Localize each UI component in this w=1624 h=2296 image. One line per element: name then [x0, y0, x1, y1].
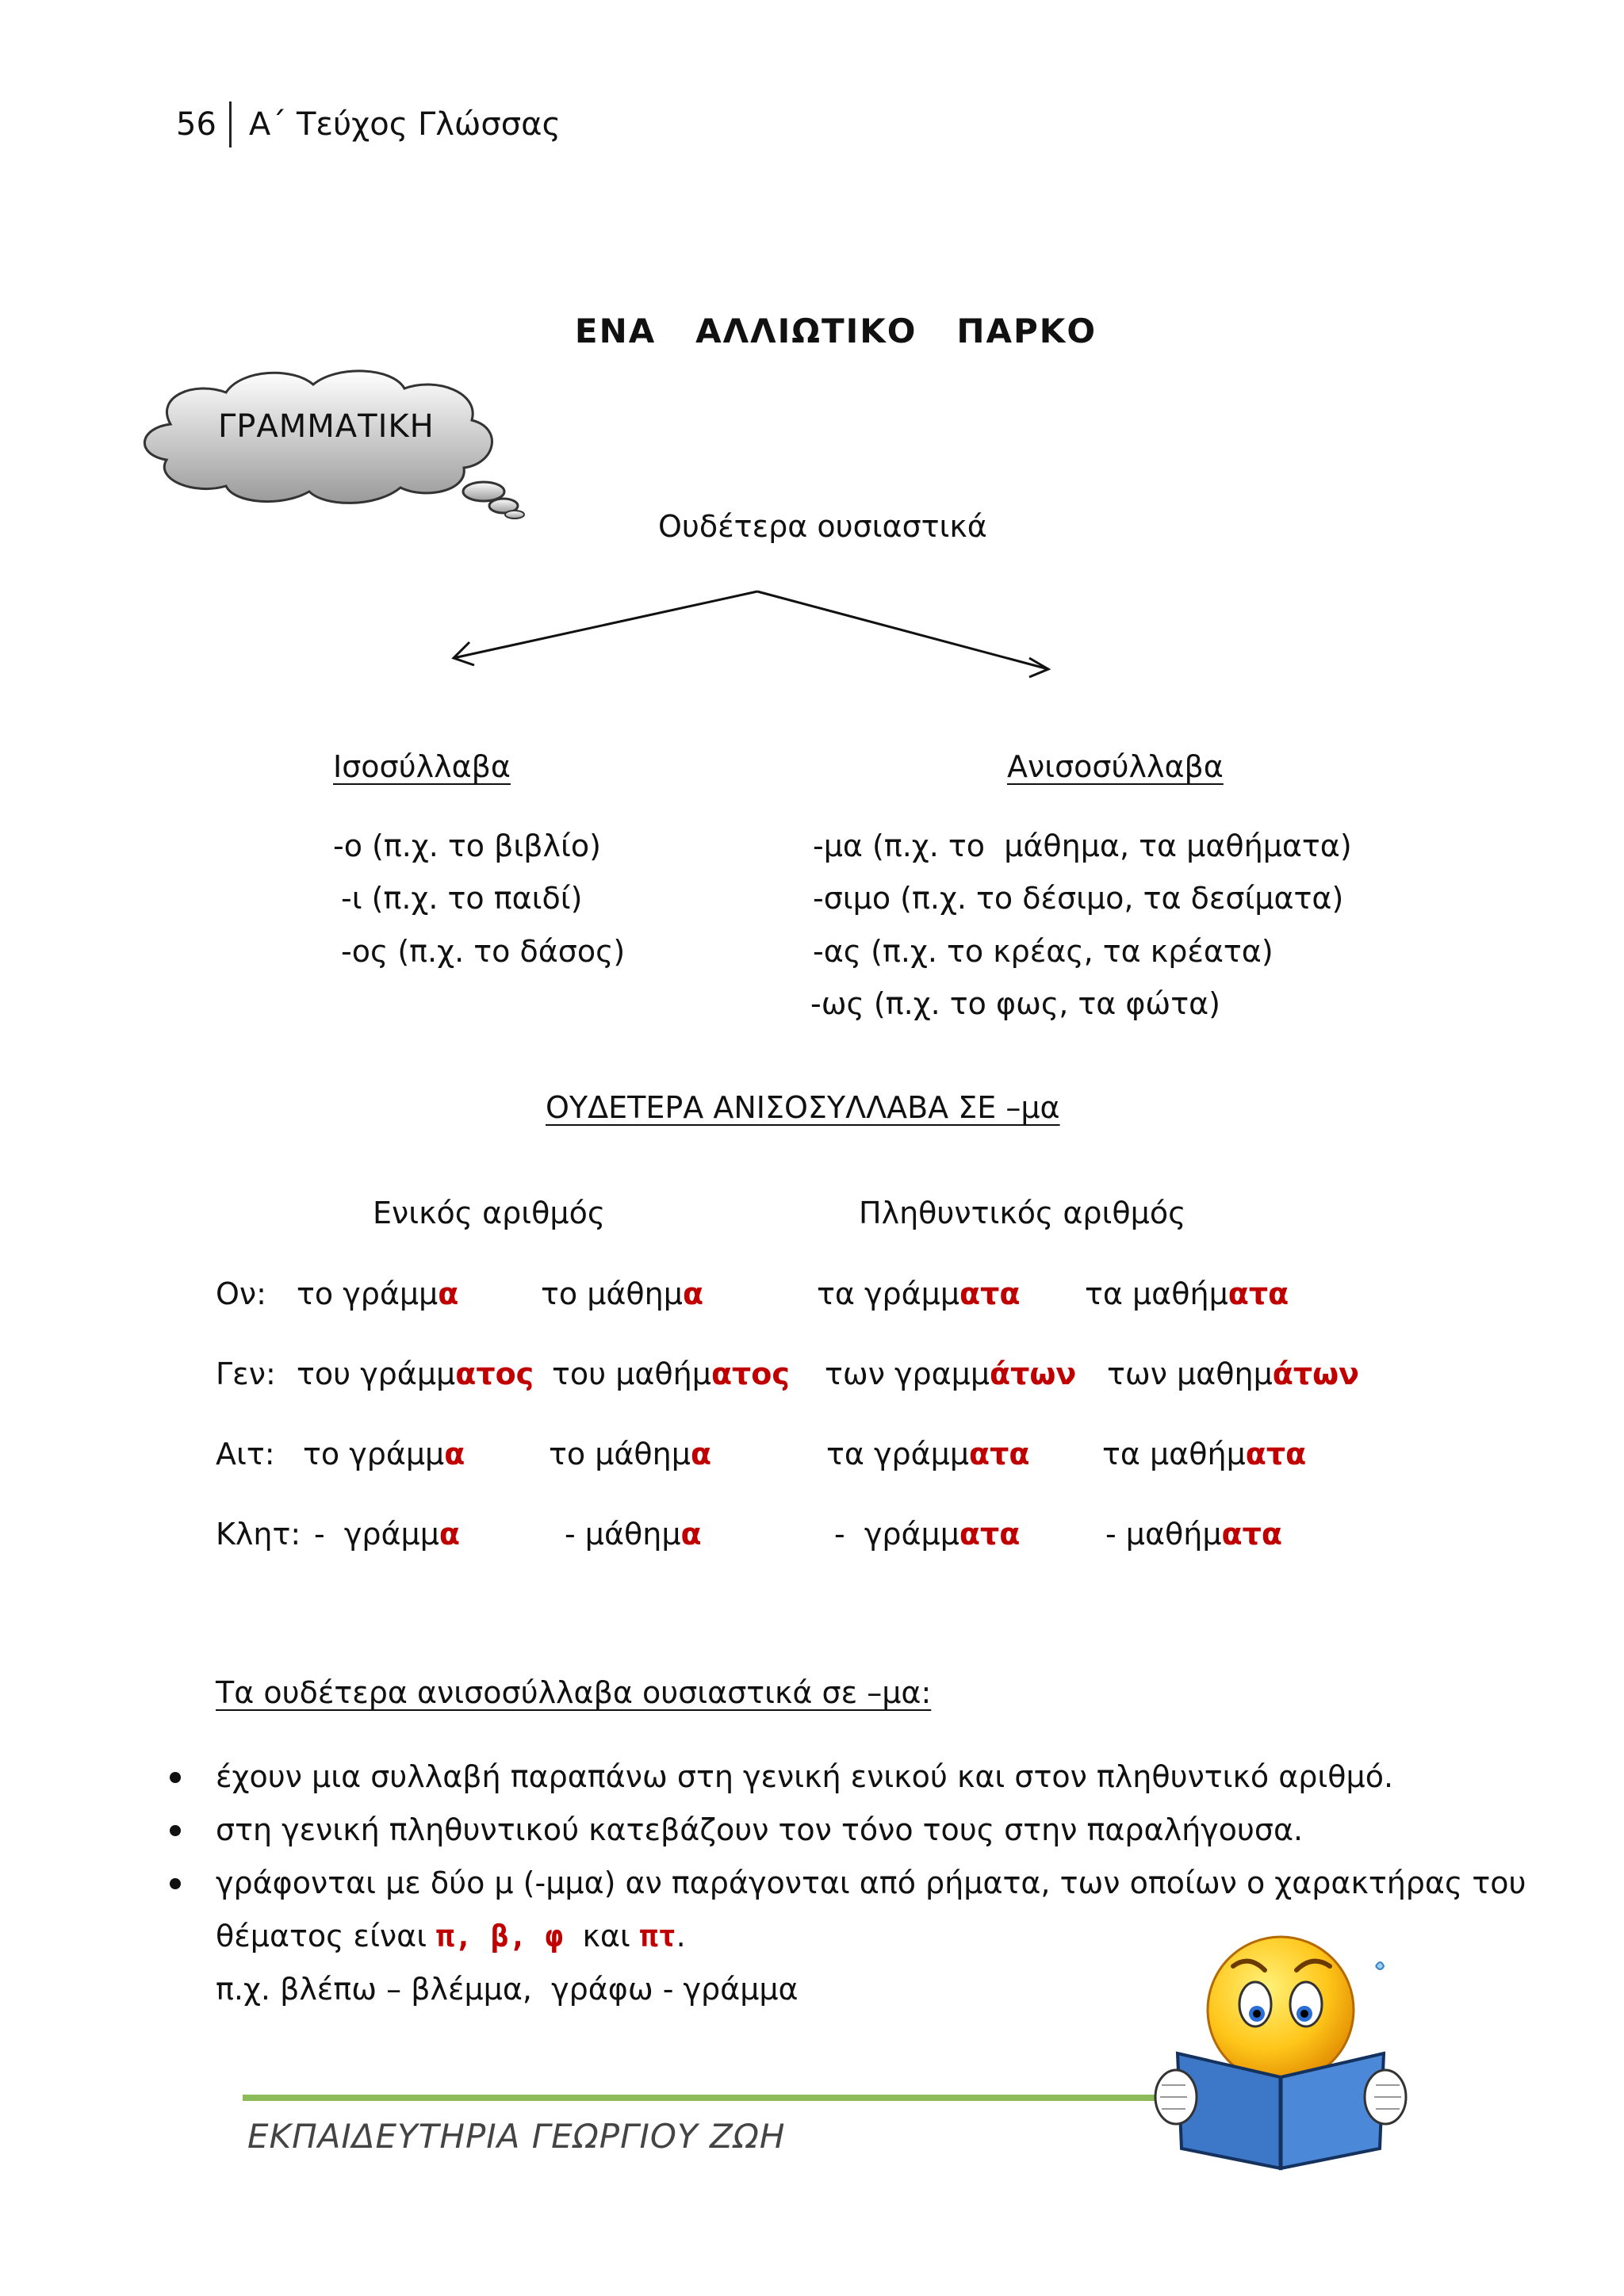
ending: ατα: [1228, 1276, 1289, 1311]
declension-cell: το μάθημα: [549, 1437, 712, 1471]
ending: ατα: [959, 1276, 1021, 1311]
section-heading: ΟΥΔΕΤΕΡΑ ΑΝΙΣΟΣΥΛΛΑΒΑ ΣΕ –μα: [546, 1090, 1060, 1125]
ending: α: [439, 1517, 460, 1552]
book-title: Α΄ Τεύχος Γλώσσας: [248, 106, 561, 143]
footer-divider: [243, 2095, 1162, 2101]
page-title: ΕΝΑ ΑΛΛΙΩΤΙΚΟ ΠΑΡΚΟ: [574, 312, 1097, 350]
ending: ατα: [959, 1517, 1021, 1552]
ending: ατος: [710, 1357, 790, 1391]
declension-cell: των γραμμάτων: [825, 1357, 1077, 1391]
list-item: στη γενική πληθυντικού κατεβάζουν τον τόνο τους στην παραλήγουσα.: [167, 1804, 1526, 1857]
ending: άτων: [990, 1357, 1077, 1391]
right-heading: Ανισοσύλλαβα: [1007, 749, 1224, 784]
split-arrows: [444, 585, 1063, 680]
declension-cell: τα γράμματα: [817, 1276, 1021, 1311]
right-item: -ως (π.χ. το φως, τα φώτα): [810, 986, 1221, 1021]
bullet-icon: [170, 1772, 181, 1783]
left-item: -ο (π.χ. το βιβλίο): [333, 828, 601, 863]
example-text: π.χ. βλέπω – βλέμμα, γράφω - γράμμα: [216, 1972, 799, 2007]
right-item: -σιμο (π.χ. το δέσιμο, τα δεσίματα): [813, 881, 1344, 916]
case-label: Ον:: [216, 1276, 266, 1311]
ending: ατα: [1221, 1517, 1282, 1552]
singular-heading: Ενικός αριθμός: [373, 1196, 606, 1230]
ending: άτων: [1272, 1357, 1360, 1391]
declension-cell: του μαθήματος: [552, 1357, 790, 1391]
list-item: έχουν μια συλλαβή παραπάνω στη γενική ενικού και στον πληθυντικό αριθμό.: [167, 1751, 1526, 1804]
declension-cell: τα μαθήματα: [1102, 1437, 1307, 1471]
bullet-icon: [170, 1825, 181, 1836]
declension-cell: - γράμματα: [834, 1517, 1021, 1552]
list-item: γράφονται με δύο μ (-μμα) αν παράγονται από ρήματα, των οποίων ο χαρακτήρας του θέματος είναι π, β, φ και πτ. π.χ. βλέπω – βλέμμα, γράφω - γράμμα: [167, 1857, 1526, 2016]
page-header: [176, 101, 561, 147]
declension-cell: - γράμμα: [314, 1517, 460, 1552]
ending: ατος: [455, 1357, 534, 1391]
left-heading: Ισοσύλλαβα: [333, 749, 511, 784]
stem-letters-pt: πτ: [639, 1919, 676, 1954]
declension-cell: το μάθημα: [541, 1276, 704, 1311]
stem-letters: π, β, φ: [436, 1919, 564, 1954]
ending: ατα: [969, 1437, 1030, 1471]
case-label: Κλητ:: [216, 1517, 301, 1552]
rules-heading: Τα ουδέτερα ανισοσύλλαβα ουσιαστικά σε –μα:: [216, 1675, 932, 1710]
header-divider: [229, 101, 232, 147]
ending: ατα: [1245, 1437, 1307, 1471]
ending: α: [438, 1276, 459, 1311]
declension-cell: το γράμμα: [303, 1437, 465, 1471]
declension-cell: του γράμματος: [297, 1357, 534, 1391]
declension-cell: τα μαθήματα: [1085, 1276, 1289, 1311]
right-item: -μα (π.χ. το μάθημα, τα μαθήματα): [813, 828, 1352, 863]
left-item: -ος (π.χ. το δάσος): [341, 934, 626, 969]
page-number: 56: [176, 106, 216, 143]
declension-cell: το γράμμα: [297, 1276, 459, 1311]
declension-cell: τα γράμματα: [826, 1437, 1030, 1471]
declension-cell: των μαθημάτων: [1107, 1357, 1360, 1391]
declension-cell: - μάθημα: [565, 1517, 702, 1552]
left-item: -ι (π.χ. το παιδί): [341, 881, 583, 916]
ending: α: [444, 1437, 465, 1471]
footer-text: ΕΚΠΑΙΔΕΥΤΗΡΙΑ ΓΕΩΡΓΙΟΥ ΖΩΗ: [247, 2117, 786, 2156]
bullet-icon: [170, 1878, 181, 1889]
ending: α: [682, 1276, 704, 1311]
ending: α: [690, 1437, 712, 1471]
plural-heading: Πληθυντικός αριθμός: [859, 1196, 1186, 1230]
right-item: -ας (π.χ. το κρέας, τα κρέατα): [813, 934, 1274, 969]
case-label: Αιτ:: [216, 1437, 275, 1471]
ending: α: [680, 1517, 702, 1552]
diagram-root: Ουδέτερα ουσιαστικά: [658, 509, 987, 544]
reading-smiley-icon: [1154, 1934, 1408, 2172]
case-label: Γεν:: [216, 1357, 276, 1391]
declension-cell: - μαθήματα: [1105, 1517, 1282, 1552]
cloud-label: ΓΡΑΜΜΑΤΙΚΗ: [218, 408, 435, 445]
